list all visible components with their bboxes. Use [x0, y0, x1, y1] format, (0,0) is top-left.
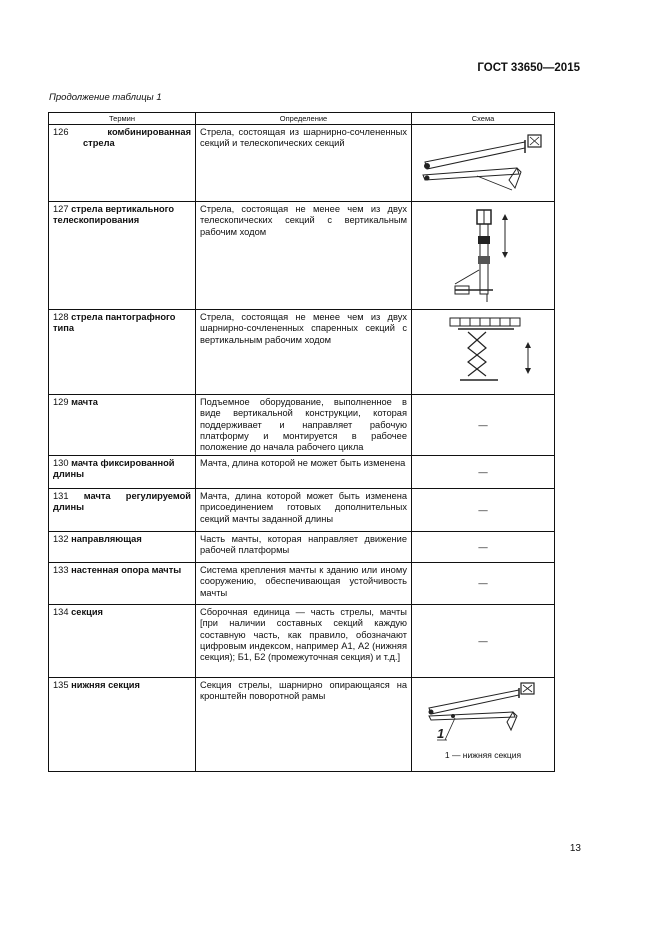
- definition-cell: Часть мачты, которая направляет движение рабочей платформы: [196, 532, 412, 563]
- scheme-cell: [412, 125, 555, 202]
- term-text: мачта фиксированной длины: [53, 458, 175, 480]
- scheme-dash: —: [478, 541, 488, 552]
- scheme-cell: [412, 395, 555, 456]
- term-cell: [49, 456, 196, 489]
- term-number: 131: [53, 491, 69, 502]
- definition-cell: Мачта, длина которой не может быть изменена: [196, 456, 412, 489]
- term-number: 126: [53, 127, 69, 138]
- term-text: мачта: [71, 397, 98, 408]
- definition-cell: Стрела, состоящая из шарнирно-сочлененных секций и телескопических секций: [196, 125, 412, 202]
- term-text: стрела пантографного типа: [53, 312, 176, 334]
- table-row: [49, 395, 555, 456]
- scheme-cell: [412, 605, 555, 678]
- table-row: [49, 310, 555, 395]
- term-cell: [49, 125, 196, 202]
- scheme-dash: —: [478, 635, 488, 646]
- scheme-caption: 1 — нижняя секция: [444, 750, 522, 761]
- term-text: настенная опора мачты: [71, 565, 182, 576]
- lower-section-diagram: [423, 680, 543, 750]
- column-header-scheme: Схема: [412, 113, 555, 125]
- term-text: направляющая: [71, 534, 142, 545]
- table-row: [49, 202, 555, 310]
- vertical-telescopic-boom-diagram: [443, 206, 523, 306]
- definition-cell: Секция стрелы, шарнирно опирающаяся на кронштейн поворотной рамы: [196, 678, 412, 772]
- scheme-cell: [412, 310, 555, 395]
- term-text: стрела вертикального телескопирования: [53, 204, 175, 226]
- definition-cell: Стрела, состоящая не менее чем из двух шарнирно-сочлененных спаренных секций с вертикальным рабочим ходом: [196, 310, 412, 395]
- table-row: [49, 563, 555, 605]
- term-cell: [49, 310, 196, 395]
- table-continuation-caption: Продолжение таблицы 1: [49, 92, 162, 103]
- page-number: 13: [569, 843, 581, 854]
- table-row: [49, 605, 555, 678]
- term-number: 135: [53, 680, 69, 691]
- term-cell: [49, 489, 196, 532]
- term-number: 133: [53, 565, 69, 576]
- definition-cell: Подъемное оборудование, выполненное в виде вертикальной конструкции, которая поддерживает и направляет рабочую платформу и монтируется в рабочее положение до начала рабочего цикла: [196, 395, 412, 456]
- term-number: 134: [53, 607, 69, 618]
- term-number: 128: [53, 312, 69, 323]
- definition-cell: Сборочная единица — часть стрелы, мачты [при наличии составных секций каждую составную часть, как правило, обозначают цифровым индексом, например А1, А2 (нижняя секция); Б1, Б2 (промежуточная секция) и т.д.]: [196, 605, 412, 678]
- table-row: [49, 532, 555, 563]
- term-cell: [49, 202, 196, 310]
- term-cell: [49, 395, 196, 456]
- term-number: 130: [53, 458, 69, 469]
- definition-cell: Мачта, длина которой может быть изменена присоединением готовых дополнительных секций мачты заданной длины: [196, 489, 412, 532]
- definition-cell: Стрела, состоящая не менее чем из двух телескопических секций с вертикальным рабочим ходом: [196, 202, 412, 310]
- term-cell: [49, 678, 196, 772]
- scheme-dash: —: [478, 419, 488, 430]
- pantograph-boom-diagram: [428, 314, 538, 390]
- scheme-cell: [412, 489, 555, 532]
- term-cell: [49, 532, 196, 563]
- table-header-row: [49, 113, 555, 125]
- scheme-dash: —: [478, 578, 488, 589]
- scheme-cell: [412, 202, 555, 310]
- column-header-definition: Определение: [196, 113, 412, 125]
- table-row: [49, 678, 555, 772]
- terms-table: [48, 112, 555, 772]
- scheme-dash: —: [478, 504, 488, 515]
- scheme-cell: [412, 563, 555, 605]
- term-text: секция: [71, 607, 103, 618]
- scheme-cell: [412, 532, 555, 563]
- term-cell: [49, 563, 196, 605]
- standard-number: ГОСТ 33650—2015: [477, 62, 580, 74]
- scheme-cell: [412, 456, 555, 489]
- combined-boom-diagram: [417, 128, 549, 198]
- term-text: комбинированная стрела: [83, 127, 191, 149]
- term-cell: [49, 605, 196, 678]
- table-row: [49, 125, 555, 202]
- table-row: [49, 489, 555, 532]
- term-number: 127: [53, 204, 69, 215]
- scheme-dash: —: [478, 466, 488, 477]
- column-header-term: Термин: [49, 113, 196, 125]
- term-number: 132: [53, 534, 69, 545]
- term-text: мачта регулируемой длины: [53, 491, 191, 513]
- table-row: [49, 456, 555, 489]
- term-number: 129: [53, 397, 69, 408]
- definition-cell: Система крепления мачты к зданию или иному сооружению, обеспечивающая устойчивость мачты: [196, 563, 412, 605]
- scheme-cell: [412, 678, 555, 772]
- diagram-callout-1: 1: [437, 726, 445, 742]
- term-text: нижняя секция: [71, 680, 140, 691]
